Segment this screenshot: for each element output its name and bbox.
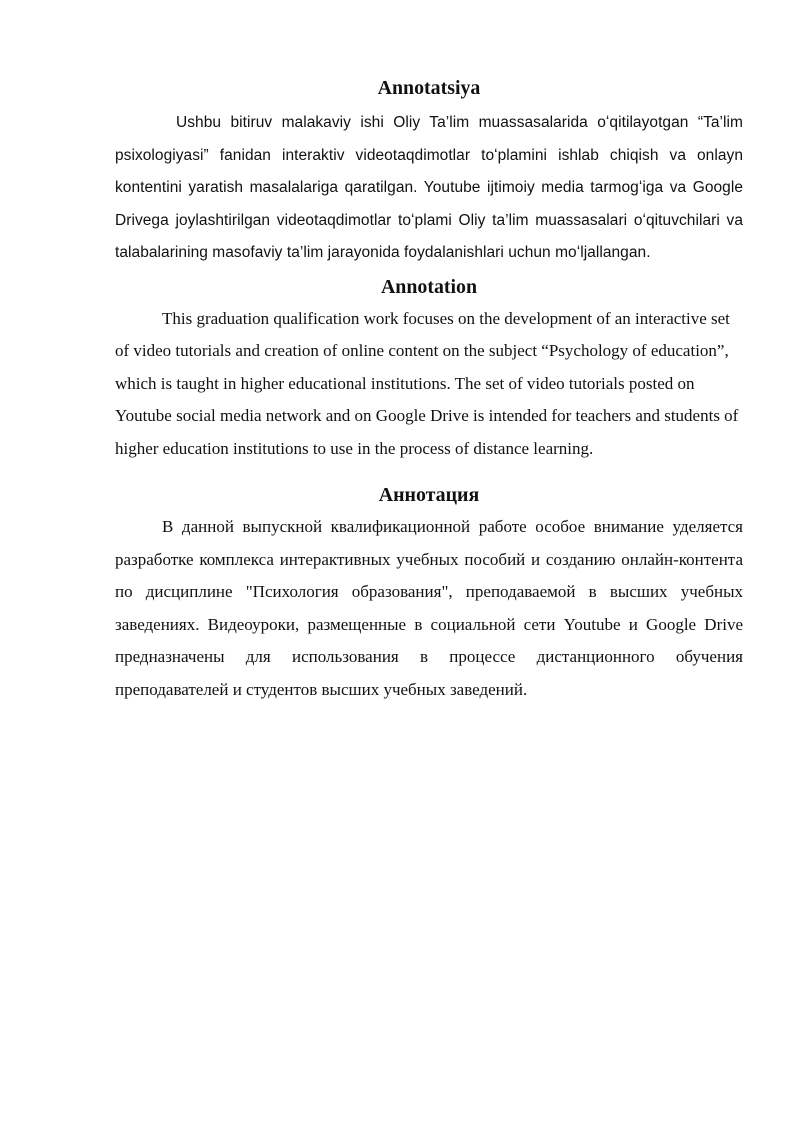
document-content bbox=[115, 76, 743, 706]
paragraph-uzbek: Ushbu bitiruv malakaviy ishi Oliy Ta’lim muassasalarida oʻqitilayotgan “Ta’lim psixologiyasi” fanidan interaktiv videotaqdimotlar toʻplamini ishlab chiqish va onlayn kontentini yaratish masalalariga qaratilgan. Youtube ijtimoiy media tarmogʻiga va Google Drivega joylashtirilgan videotaqdimotlar toʻplami Oliy ta’lim muassasalari oʻqituvchilari va talabalarining masofaviy ta’lim jarayonida foydalanishlari uchun moʻljallangan. bbox=[115, 114, 743, 261]
paragraph-russian: В данной выпускной квалификационной работе особое внимание уделяется разработке комплекса интерактивных учебных пособий и созданию онлайн-контента по дисциплине "Психология образования", преподаваемой в высших учебных заведениях. Видеоуроки, размещенные в социальной сети Youtube и Google Drive предназначены для использования в процессе дистанционного обучения преподавателей и студентов высших учебных заведений. bbox=[115, 517, 743, 699]
heading-annotatsiya: Annotatsiya bbox=[377, 77, 481, 99]
paragraph-english: This graduation qualification work focuses on the development of an interactive set of video tutorials and creation of online content on the subject “Psychology of education”, which is taught in higher educational institutions. The set of video tutorials posted on Youtube social media network and on Google Drive is intended for teachers and students of higher education institutions to use in the process of distance learning. bbox=[115, 308, 739, 458]
heading-annotation: Annotation bbox=[380, 275, 478, 298]
heading-annotatsiya-ru: Аннотация bbox=[378, 484, 480, 506]
